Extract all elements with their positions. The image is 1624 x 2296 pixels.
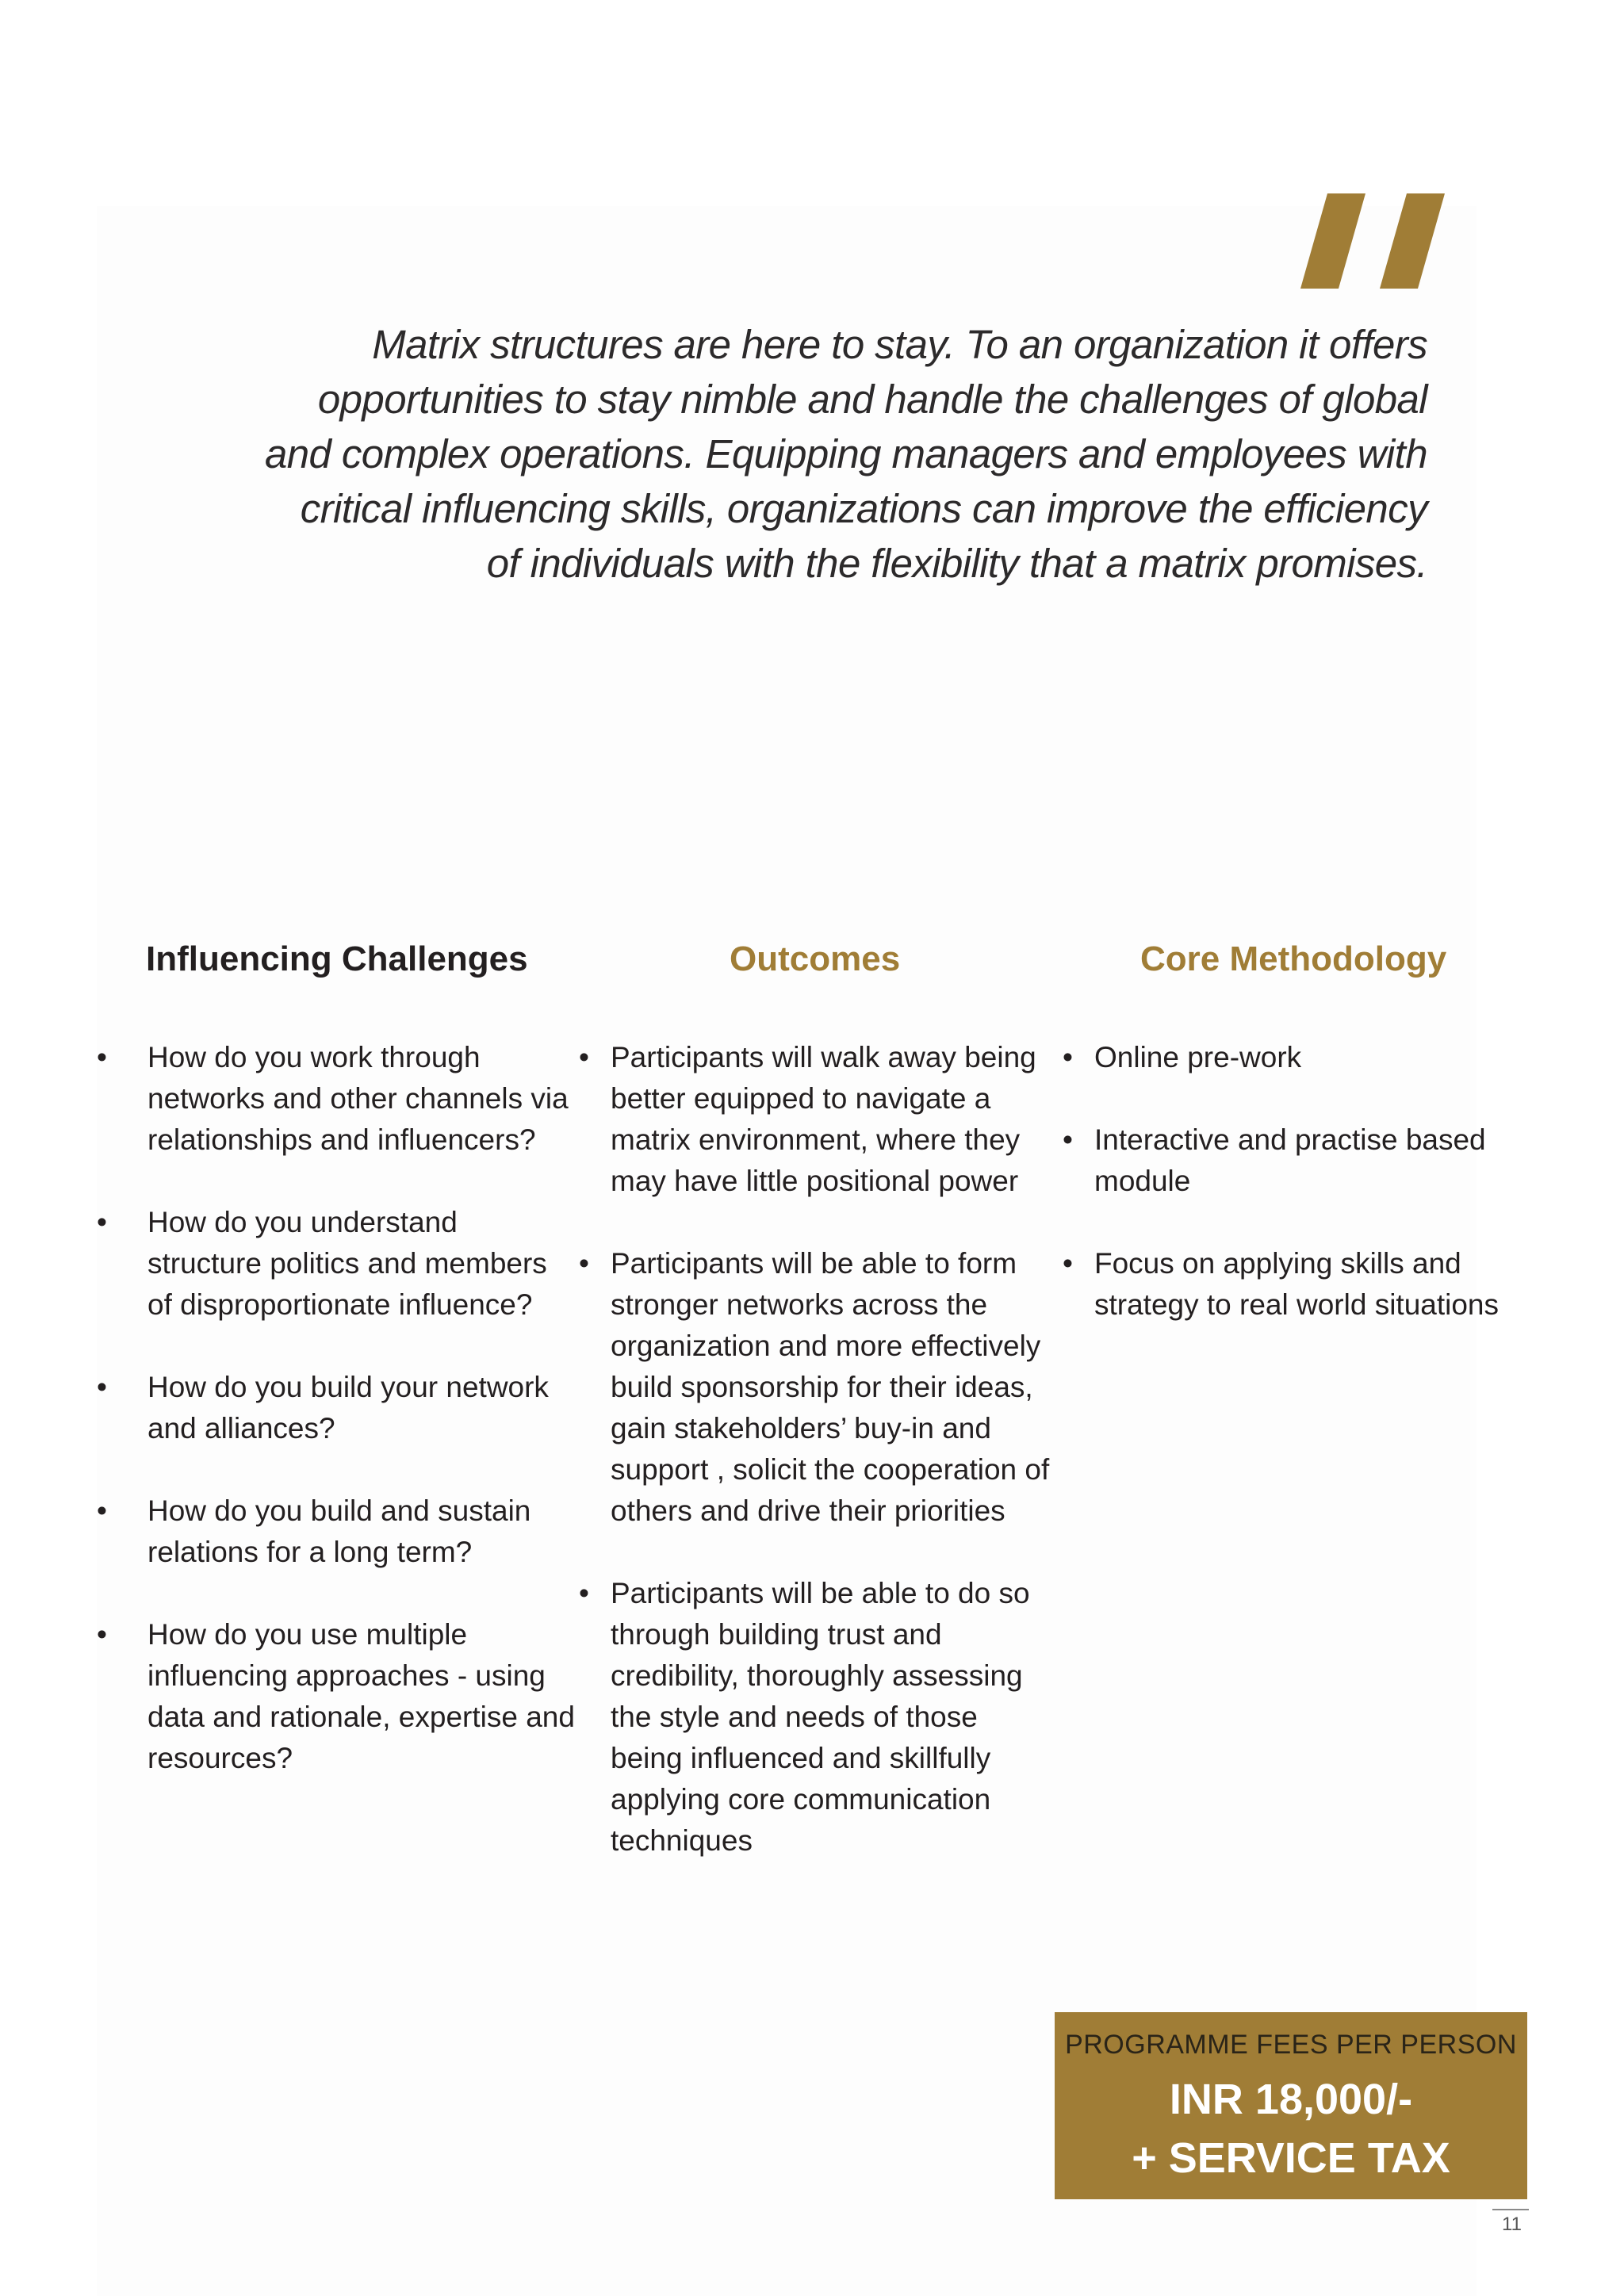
- list-item: [97, 1037, 576, 1161]
- list-item-text: Participants will be able to do so through building trust and credibility, thoroughly assessing the style and needs of those being influenced and skillfully applying core communication techniques: [611, 1577, 1030, 1857]
- list-item-text: How do you build and sustain relations for a long term?: [147, 1494, 531, 1568]
- quote-mark-icon: [1300, 193, 1450, 289]
- list-item-text: How do you build your network and alliances?: [147, 1371, 549, 1445]
- quote-line: critical influencing skills, organizations can improve the efficiency: [300, 486, 1427, 531]
- page-number-rule: [1492, 2209, 1529, 2210]
- methodology-heading: Core Methodology: [1140, 939, 1447, 978]
- list-item-text: How do you use multiple influencing approaches - using data and rationale, expertise and resources?: [147, 1618, 575, 1774]
- quote-line: opportunities to stay nimble and handle the challenges of global: [317, 377, 1427, 422]
- list-item-text: Online pre-work: [1094, 1041, 1302, 1073]
- challenges-heading: Influencing Challenges: [146, 939, 528, 978]
- programme-fees-box: [1055, 2012, 1527, 2199]
- outcomes-list: [579, 1037, 1055, 1903]
- bullet-icon: •: [97, 1618, 107, 1651]
- bullet-icon: •: [1063, 1123, 1073, 1156]
- bullet-icon: •: [97, 1494, 107, 1527]
- list-item: [579, 1573, 1055, 1862]
- list-item-text: Interactive and practise based module: [1094, 1123, 1486, 1197]
- list-item: [1063, 1119, 1554, 1202]
- list-item: [97, 1367, 576, 1449]
- quote-line: and complex operations. Equipping managers and employees with: [265, 431, 1427, 476]
- list-item-text: Participants will be able to form stronger networks across the organization and more effectively build sponsorship for their ideas, gain stakeholders’ buy-in and support , solicit the cooperation of others and drive their priorities: [611, 1247, 1050, 1527]
- list-item: [579, 1243, 1055, 1532]
- bullet-icon: •: [97, 1206, 107, 1238]
- page-number: 11: [1502, 2214, 1522, 2235]
- fees-amount: [1055, 2070, 1527, 2187]
- bullet-icon: •: [1063, 1247, 1073, 1280]
- bullet-icon: •: [579, 1041, 589, 1073]
- list-item: [97, 1614, 576, 1779]
- methodology-list: [1063, 1037, 1554, 1367]
- list-item: [97, 1490, 576, 1573]
- quote-line: Matrix structures are here to stay. To an organization it offers: [372, 322, 1427, 367]
- bullet-icon: •: [1063, 1041, 1073, 1073]
- list-item-text: How do you understand structure politics and members of disproportionate influence?: [147, 1206, 547, 1321]
- list-item: [579, 1037, 1055, 1202]
- challenges-list: [97, 1037, 576, 1820]
- list-item-text: How do you work through networks and other channels via relationships and influencers?: [147, 1041, 569, 1156]
- list-item-text: Focus on applying skills and strategy to real world situations: [1094, 1247, 1500, 1321]
- bullet-icon: •: [579, 1247, 589, 1280]
- list-item: [97, 1202, 576, 1326]
- quote-line: of individuals with the flexibility that a matrix promises.: [486, 541, 1427, 586]
- bullet-icon: •: [97, 1041, 107, 1073]
- fees-tax-line: + SERVICE TAX: [1132, 2134, 1450, 2182]
- outcomes-heading: Outcomes: [730, 939, 901, 978]
- bullet-icon: •: [97, 1371, 107, 1403]
- fees-amount-line: INR 18,000/-: [1169, 2076, 1413, 2123]
- fees-label: PROGRAMME FEES PER PERSON: [1065, 2030, 1517, 2060]
- list-item-text: Participants will walk away being better equipped to navigate a matrix environment, where they may have little positional power: [611, 1041, 1036, 1197]
- bullet-icon: •: [579, 1577, 589, 1609]
- pull-quote: [238, 317, 1427, 591]
- list-item: [1063, 1243, 1554, 1326]
- list-item: [1063, 1037, 1554, 1078]
